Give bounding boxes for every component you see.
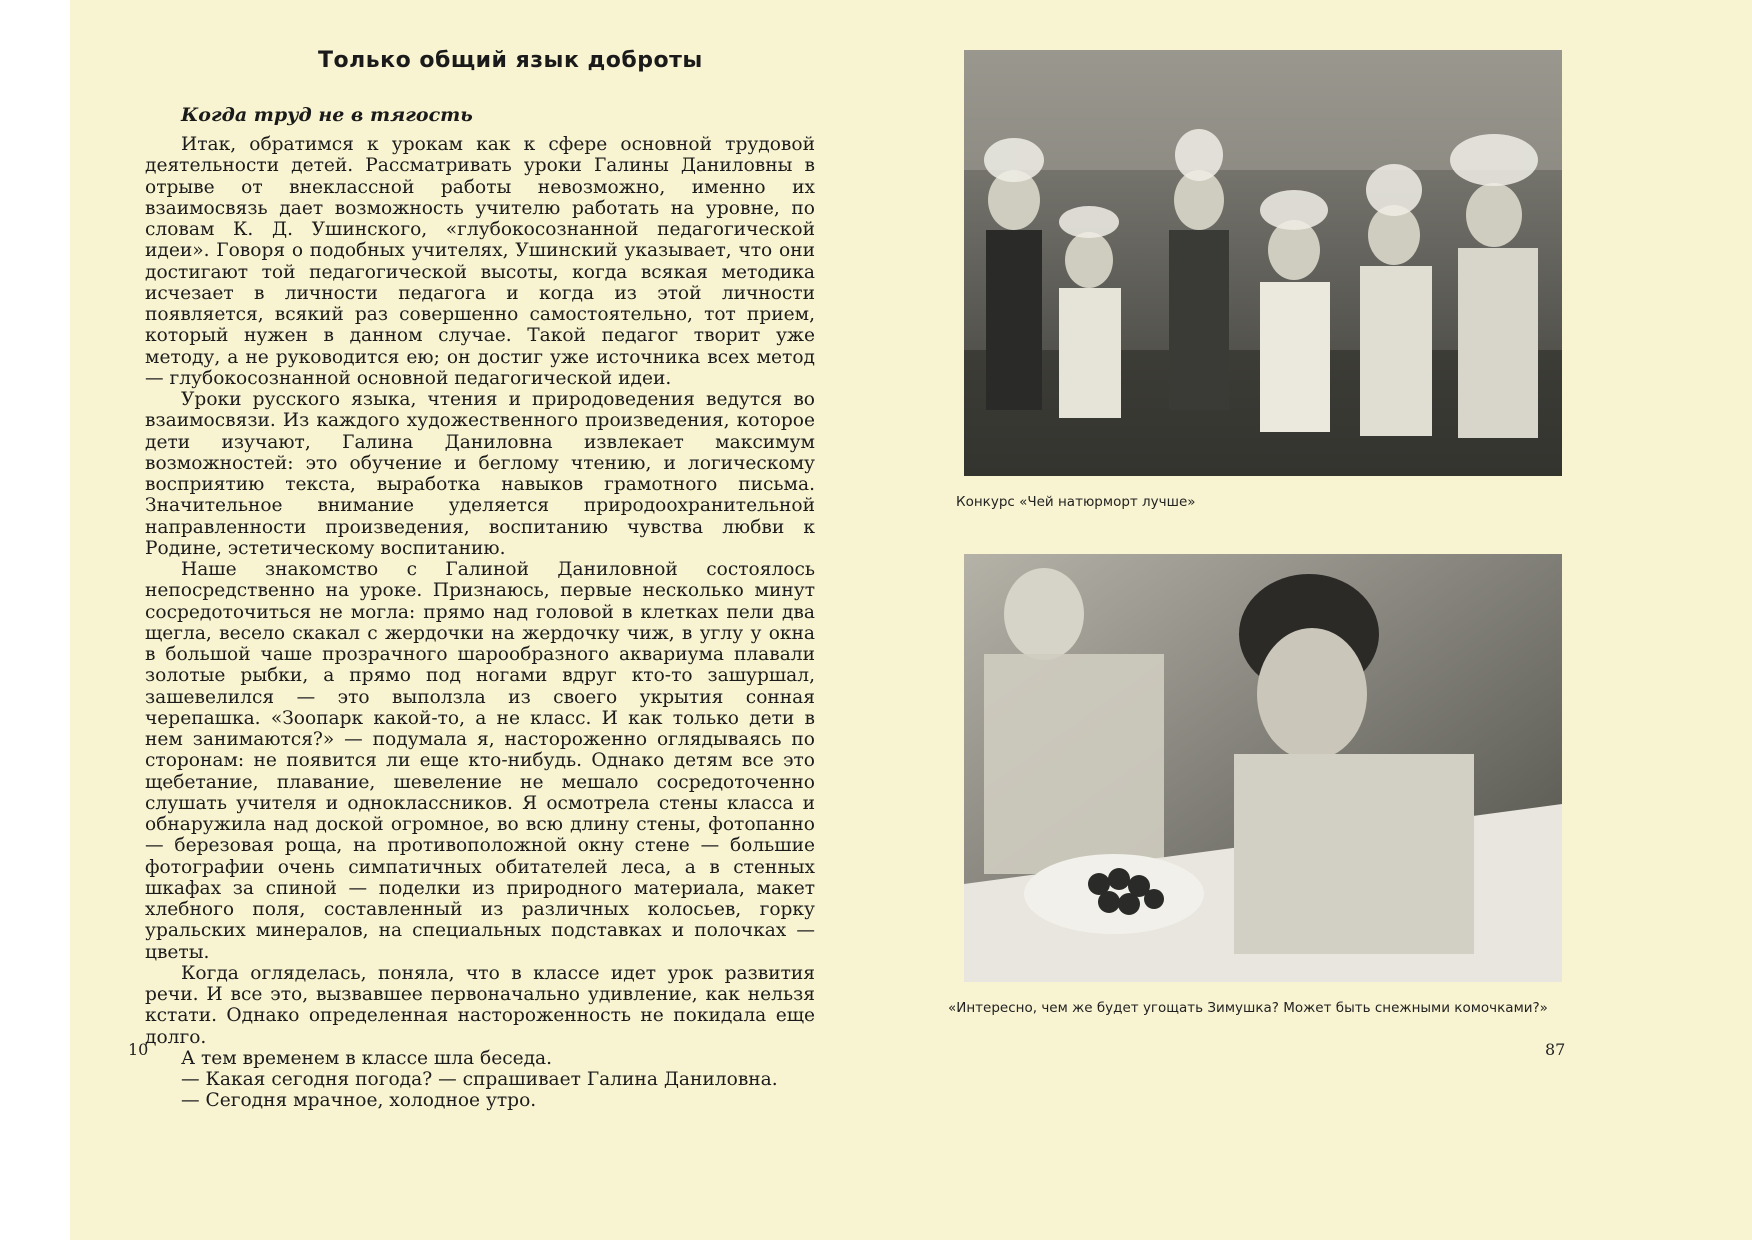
right-page [930, 0, 1752, 1240]
page-number-right: 87 [1545, 1040, 1566, 1059]
paragraph: Наше знакомство с Галиной Даниловной состоялось непосредственно на уроке. Признаюсь, первые несколько минут сосредоточиться не могла: прямо над головой в клетках пели два щегла, весело скакал с жердочки на жердочку чиж, в углу у окна в большой чаше прозрачного шарообразного аквариума плавали золотые рыбки, а прямо под ногами вдруг кто-то зашуршал, зашевелился — это выползла из своего укрытия сонная черепашка. «Зоопарк какой-то, а не класс. И как только дети в нем занимаются?» — подумала я, настороженно оглядываясь по сторонам: не появится ли еще кто-нибудь. Однако детям все это щебетание, плавание, шевеление не мешало сосредоточенно слушать учителя и одноклассников. Я осмотрела стены класса и обнаружила над доской огромное, во всю длину стены, фотопанно — березовая роща, на противоположной окну стене — большие фотографии очень симпатичных обитателей леса, а в стенных шкафах за спиной — поделки из природного материала, макет хлебного поля, составленный из различных колосьев, горку уральских минералов, на специальных подставках и полочках — цветы. [145, 559, 815, 963]
section-subtitle: Когда труд не в тягость [181, 104, 473, 126]
caption-top-photo: Конкурс «Чей натюрморт лучше» [956, 494, 1196, 510]
left-page [70, 0, 870, 1240]
chapter-title: Только общий язык доброты [318, 48, 703, 73]
paragraph: Уроки русского языка, чтения и природоведения ведутся во взаимосвязи. Из каждого художественного произведения, которое дети изучают, Галина Даниловна извлекает максимум возможностей: это обучение и беглому чтению, и логическому восприятию текста, выработка навыков грамотного письма. Значительное внимание уделяется природоохранительной направленности произведения, воспитанию чувства любви к Родине, эстетическому воспитанию. [145, 389, 815, 559]
photo-illustration [964, 50, 1562, 476]
paragraph: Когда огляделась, поняла, что в классе идет урок развития речи. И все это, вызвавшее первоначально удивление, как нельзя кстати. Однако определенная настороженность не покидала еще долго. [145, 962, 815, 1048]
dialog-line: — Сегодня мрачное, холодное утро. [181, 1090, 537, 1112]
article-body [145, 134, 815, 1112]
photo-illustration [964, 554, 1562, 982]
photo-costume-contest [964, 50, 1562, 476]
book-spread [70, 0, 1752, 1240]
paragraph: Итак, обратимся к урокам как к сфере основной трудовой деятельности детей. Рассматривать уроки Галины Даниловны в отрыве от внеклассной работы невозможно, именно их взаимосвязь дает возможность учителю работать на уровне, по словам К. Д. Ушинского, «глубокосознанной педагогической идеи». Говоря о подобных учителях, Ушинский указывает, что они достигают той педагогической высоты, когда всякая методика исчезает в личности педагога и когда из этой личности появляется, всякий раз совершенно самостоятельно, тот прием, который нужен в данном случае. Такой педагог творит уже методу, а не руководится ею; он достиг уже источника всех метод — глубокосознанной основной педагогической идеи. [145, 134, 815, 389]
page-number-left: 10 [128, 1040, 149, 1059]
photo-boy-at-table [964, 554, 1562, 982]
dialog-line: — Какая сегодня погода? — спрашивает Галина Даниловна. [181, 1069, 778, 1090]
paragraph: А тем временем в классе шла беседа. [181, 1047, 553, 1069]
caption-bottom-photo: «Интересно, чем же будет угощать Зимушка? Может быть снежными комочками?» [948, 1000, 1548, 1016]
